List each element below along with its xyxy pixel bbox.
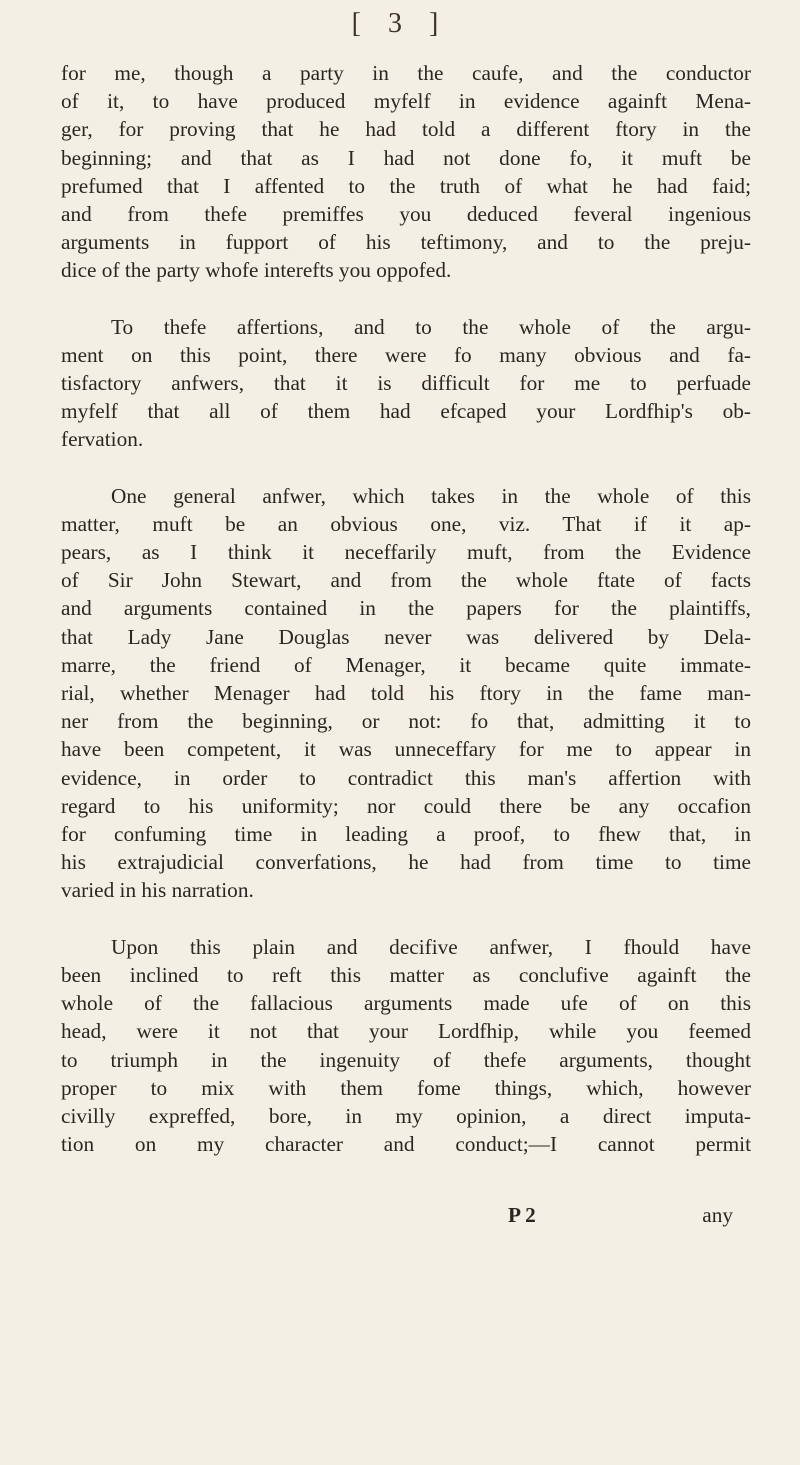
- text-line: ner from the beginning, or not: fo that, admitting it to: [61, 709, 751, 734]
- text-line: prefumed that I affented to the truth of what he had faid;: [61, 173, 751, 198]
- text-line: and arguments contained in the papers for the plaintiffs,: [61, 596, 751, 621]
- text-line: of Sir John Stewart, and from the whole ftate of facts: [61, 568, 751, 593]
- page-number: [ 3 ]: [351, 8, 449, 39]
- text-line: that Lady Jane Douglas never was delivered by Dela-: [61, 624, 751, 649]
- paragraph-2: [61, 313, 751, 454]
- text-line: One general anfwer, which takes in the whole of this: [111, 483, 751, 508]
- text-line: civilly expreffed, bore, in my opinion, a direct imputa-: [61, 1103, 751, 1128]
- text-line: To thefe affertions, and to the whole of the argu-: [111, 314, 751, 339]
- paragraph-3: [61, 482, 751, 905]
- text-line: for confuming time in leading a proof, to fhew that, in: [61, 822, 751, 847]
- text-line: ment on this point, there were fo many obvious and fa-: [61, 342, 751, 367]
- text-line: rial, whether Menager had told his ftory in the fame man-: [61, 681, 751, 706]
- text-line: proper to mix with them fome things, which, however: [61, 1075, 751, 1100]
- signature-mark: P 2: [508, 1203, 536, 1227]
- text-line: pears, as I think it neceffarily muft, from the Evidence: [61, 540, 751, 565]
- body-text: [61, 59, 751, 1158]
- text-line: varied in his narration.: [61, 878, 254, 903]
- text-line: and from thefe premiffes you deduced feveral ingenious: [61, 202, 751, 227]
- text-line: regard to his uniformity; nor could there be any occafion: [61, 793, 751, 818]
- paragraph-4: [61, 933, 751, 1159]
- text-line: ger, for proving that he had told a different ftory in the: [61, 117, 751, 142]
- text-line: Upon this plain and decifive anfwer, I fhould have: [111, 934, 751, 959]
- paragraph-1: [61, 59, 751, 285]
- text-line: fervation.: [61, 427, 144, 452]
- text-line: his extrajudicial converfations, he had from time to time: [61, 850, 751, 875]
- text-line: tisfactory anfwers, that it is difficult for me to perfuade: [61, 371, 751, 396]
- text-line: evidence, in order to contradict this man's affertion with: [61, 765, 751, 790]
- text-line: to triumph in the ingenuity of thefe arguments, thought: [61, 1047, 751, 1072]
- catchword: any: [702, 1203, 733, 1227]
- text-line: dice of the party whofe interefts you oppofed.: [61, 258, 452, 283]
- text-line: for me, though a party in the caufe, and the conductor: [61, 61, 751, 85]
- text-line: of it, to have produced myfelf in evidence againft Mena-: [61, 89, 751, 114]
- text-line: marre, the friend of Menager, it became quite immate-: [61, 652, 751, 677]
- text-line: beginning; and that as I had not done fo, it muft be: [61, 145, 751, 170]
- text-line: have been competent, it was unneceffary for me to appear in: [61, 737, 751, 762]
- text-line: matter, muft be an obvious one, viz. That if it ap-: [61, 511, 751, 536]
- text-line: whole of the fallacious arguments made ufe of on this: [61, 991, 751, 1016]
- text-line: been inclined to reft this matter as conclufive againft the: [61, 962, 751, 987]
- text-line: arguments in fupport of his teftimony, and to the preju-: [61, 230, 751, 255]
- text-line: myfelf that all of them had efcaped your Lordfhip's ob-: [61, 399, 751, 424]
- text-line: head, were it not that your Lordfhip, while you feemed: [61, 1019, 751, 1044]
- text-line: tion on my character and conduct;—I cannot permit: [61, 1132, 751, 1157]
